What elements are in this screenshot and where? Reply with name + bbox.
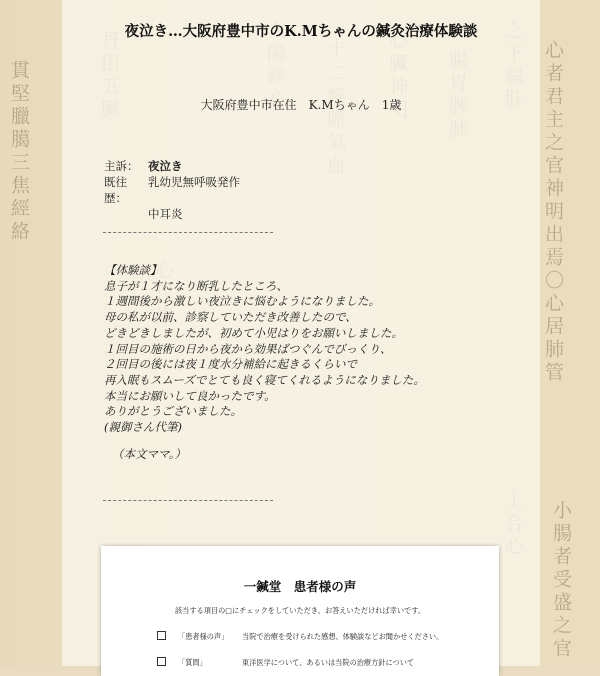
form-item: [157, 631, 443, 642]
form-item: [157, 657, 414, 668]
patient-info: 大阪府豊中市在住 K.Mちゃん 1歳: [200, 98, 402, 112]
complaint-value: 夜泣き: [148, 159, 183, 173]
form-item-label: 「質問」: [178, 658, 207, 667]
background-book-illustration: 貫堅臘臈三焦經絡 心者君主之官神明出焉〇心居肺管 小腸者受盛之官: [8, 40, 572, 661]
form-item-text: 当院で治療を受けられた感想、体験談などお聞かせください。: [242, 632, 444, 641]
history-item: 乳幼児無呼吸発作: [148, 175, 240, 189]
checkbox-icon: [157, 657, 166, 666]
divider: [103, 500, 273, 501]
questionnaire-form-image: [101, 546, 499, 676]
story-line: 本当にお願いして良かったです。: [104, 388, 276, 403]
story-line: １週間後から激しい夜泣きに悩むようになりました。: [104, 294, 380, 309]
story-line: 再入眠もスムーズでとても良く寝てくれるようになりました。: [104, 372, 425, 387]
page-title: 夜泣き…大阪府豊中市のK.Mちゃんの鍼灸治療体験談: [124, 23, 478, 40]
form-item-label: 「患者様の声」: [178, 632, 229, 641]
testimonial-body: [104, 263, 434, 436]
story-line: (親御さん代筆): [104, 420, 182, 435]
form-title: 一鍼堂 患者様の声: [243, 579, 357, 594]
history-label: 既往歴：: [104, 175, 127, 205]
story-line: どきどきしましたが、初めて小児はりをお願いしました。: [104, 325, 403, 340]
story-heading: 【体験談】: [104, 263, 162, 277]
form-item-text: 東洋医学について、あるいは当院の治療方針について: [242, 658, 415, 667]
divider: [103, 232, 273, 233]
story-line: ありがとうございました。: [104, 404, 242, 419]
history-item: 中耳炎: [148, 207, 183, 221]
story-line: １回目の施術の日から夜から効果ばつぐんでびっくり、: [104, 341, 392, 356]
story-line: 息子が１才になり断乳したところ、: [104, 278, 288, 293]
case-meta: [104, 158, 240, 222]
complaint-label: 主訴：: [104, 159, 139, 173]
editor-note: （本文ママ。）: [112, 447, 187, 461]
checkbox-icon: [157, 631, 166, 640]
story-line: 母の私が以前、診察していただき改善したので、: [104, 310, 357, 325]
form-instruction: 該当する項目の□にチェックをしていただき、お答えいただければ幸いです。: [174, 606, 426, 615]
story-line: ２回目の後には夜１度水分補給に起きるくらいで: [104, 357, 357, 372]
